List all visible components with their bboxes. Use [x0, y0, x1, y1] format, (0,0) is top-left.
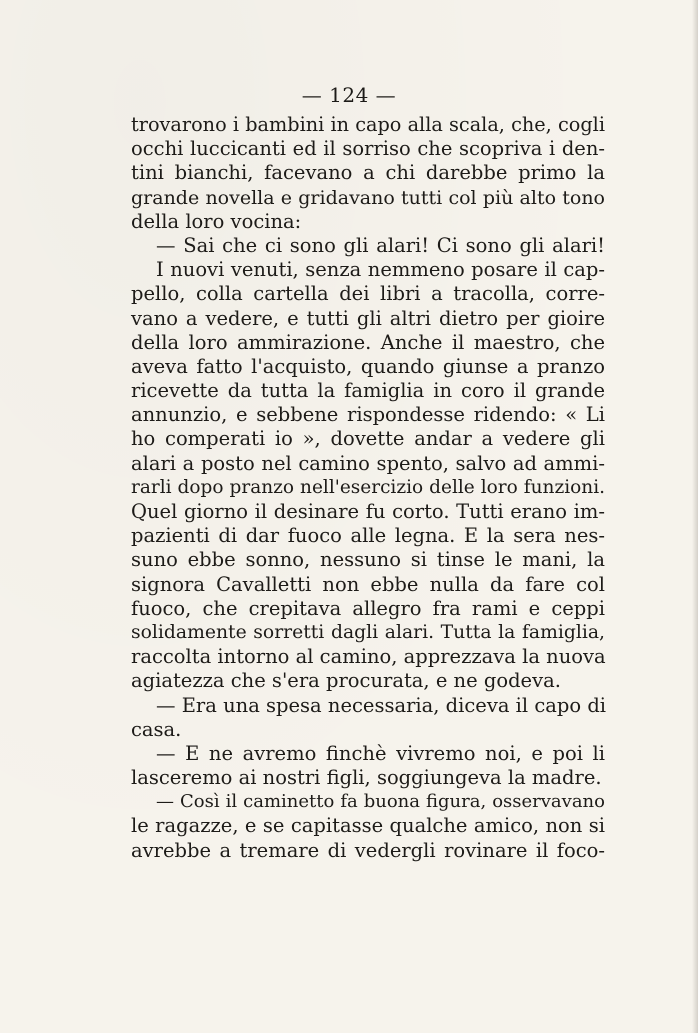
text-line: — Sai che ci sono gli alari! Ci sono gli alari! — [156, 233, 605, 257]
text-line: ricevette da tutta la famiglia in coro il grande — [131, 379, 605, 403]
text-line: ho comperati io », dovette andar a vedere gli — [131, 427, 605, 451]
text-line: agiatezza che s'era procurata, e ne godeva. — [131, 669, 561, 693]
body-text — [131, 113, 605, 863]
text-line: Quel giorno il desinare fu corto. Tutti erano im- — [131, 500, 605, 523]
text-line: grande novella e gridavano tutti col più alto tono — [131, 186, 605, 209]
text-line: le ragazze, e se capitasse qualche amico, non si — [131, 814, 605, 838]
text-line: vano a vedere, e tutti gli altri dietro per gioire — [131, 306, 605, 330]
text-line: aveva fatto l'acquisto, quando giunse a pranzo — [131, 354, 605, 378]
text-line: — E ne avremo finchè vivremo noi, e poi li — [156, 741, 605, 765]
text-line: alari a posto nel camino spento, salvo ad ammi- — [131, 451, 605, 475]
text-line: signora Cavalletti non ebbe nulla da fare col — [131, 572, 605, 596]
text-line: fuoco, che crepitava allegro fra rami e ceppi — [131, 596, 605, 620]
text-line: della loro vocina: — [131, 209, 302, 233]
text-line: lasceremo ai nostri figli, soggiungeva la madre. — [131, 766, 602, 790]
text-line: della loro ammirazione. Anche il maestro, che — [131, 330, 605, 354]
text-line: pello, colla cartella dei libri a tracolla, corre- — [131, 282, 605, 306]
text-line: annunzio, e sebbene rispondesse ridendo: « Li — [131, 403, 605, 427]
text-line: rarli dopo pranzo nell'esercizio delle loro funzioni. — [131, 476, 605, 498]
text-line: — Così il caminetto fa buona figura, osservavano — [156, 791, 605, 813]
text-line: I nuovi venuti, senza nemmeno posare il cap- — [156, 258, 605, 282]
text-line: — Era una spesa necessaria, diceva il capo di — [156, 693, 607, 717]
text-line: avrebbe a tremare di vedergli rovinare il foco- — [131, 838, 605, 862]
text-line: trovarono i bambini in capo alla scala, che, cogli — [131, 113, 605, 136]
text-line: casa. — [131, 717, 182, 741]
text-line: suno ebbe sonno, nessuno si tinse le mani, la — [131, 548, 605, 572]
text-line: raccolta intorno al camino, apprezzava la nuova — [131, 645, 606, 669]
page-edge — [692, 0, 698, 1033]
text-line: pazienti di dar fuoco alle legna. E la sera nes- — [131, 524, 605, 548]
text-line: tini bianchi, facevano a chi darebbe primo la — [131, 161, 605, 185]
text-line: solidamente sorretti dagli alari. Tutta la famiglia, — [131, 621, 605, 643]
text-line: occhi luccicanti ed il sorriso che scopriva i den- — [131, 137, 605, 161]
page-number: — 124 — — [301, 83, 397, 107]
